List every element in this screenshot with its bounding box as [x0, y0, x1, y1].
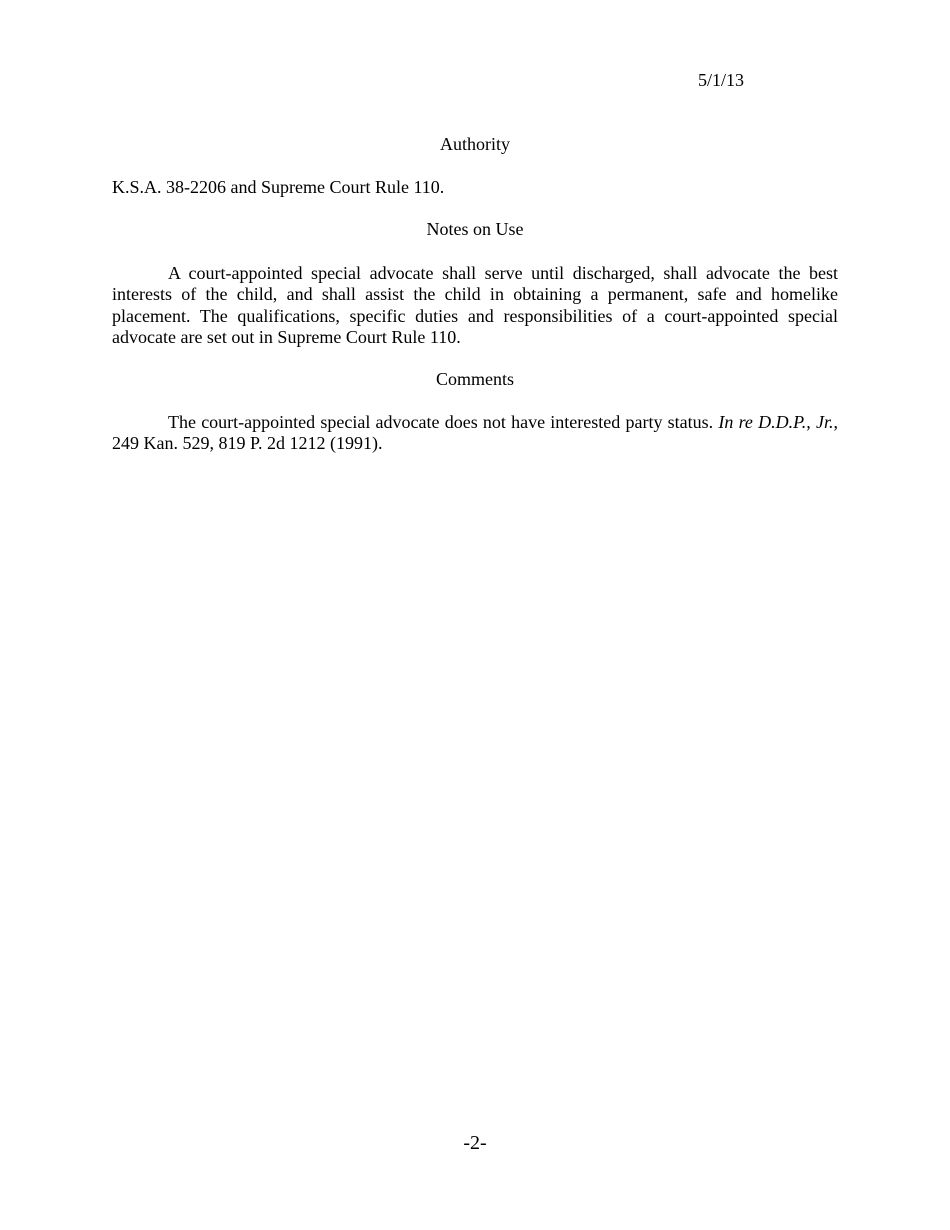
- comments-paragraph: [112, 412, 838, 455]
- authority-text: K.S.A. 38-2206 and Supreme Court Rule 110.: [112, 177, 445, 197]
- case-citation: , 249 Kan. 529, 819 P. 2d 1212 (1991).: [112, 412, 838, 454]
- authority-heading: Authority: [440, 134, 510, 154]
- comments-text: The court-appointed special advocate does not have interested party status.: [168, 412, 719, 432]
- case-name: In re D.D.P., Jr.: [718, 412, 834, 432]
- comments-heading: Comments: [435, 369, 514, 389]
- notes-on-use-paragraph: A court-appointed special advocate shall serve until discharged, shall advocate the best interests of the child, and shall assist the child in obtaining a permanent, safe and homelike placement. The qualifications, specific duties and responsibilities of a court-appointed special advocate are set out in Supreme Court Rule 110.: [112, 263, 838, 347]
- notes-on-use-heading: Notes on Use: [426, 219, 524, 239]
- revision-date: 5/1/13: [698, 70, 745, 90]
- page-number: -2-: [463, 1132, 487, 1154]
